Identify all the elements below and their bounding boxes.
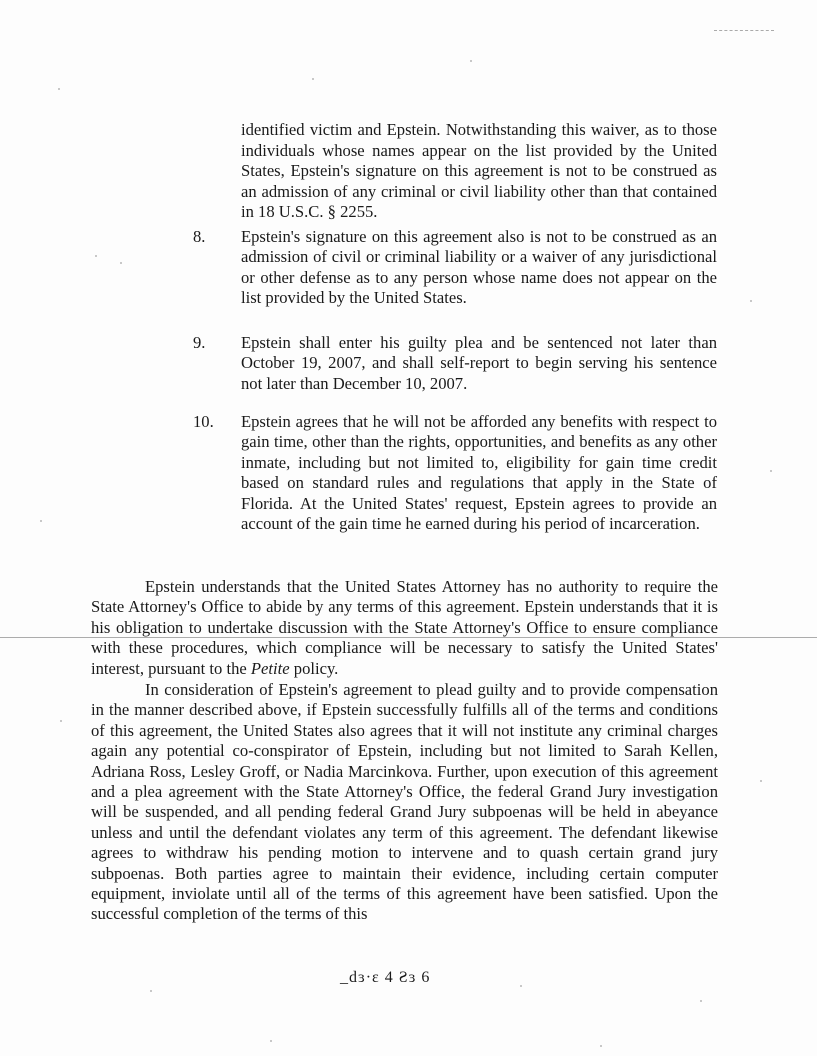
scan-speck: [120, 262, 122, 264]
paragraph-text: Epstein understands that the United States Attorney has no authority to require the State Attorney's Office to abide by any terms of this agreement. Epstein understands that it is his obligation to undertake discussion with the State Attorney's Office to ensure compliance with these procedures, which compliance will be necessary to satisfy the United States' interest, pursuant to the: [91, 577, 718, 678]
item-number: 10.: [193, 412, 214, 431]
petite-policy-term: Petite: [250, 658, 290, 678]
scan-speck: [600, 1045, 602, 1047]
paragraph-state-attorney: [91, 577, 718, 679]
scan-speck: [150, 990, 152, 992]
item-text: Epstein shall enter his guilty plea and be sentenced not later than October 19, 2007, and shall self-report to begin serving his sentence not later than December 10, 2007.: [241, 333, 717, 393]
scan-speck: [60, 720, 62, 722]
continued-paragraph: identified victim and Epstein. Notwithstanding this waiver, as to those individuals whose names appear on the list provided by the United States, Epstein's signature on this agreement is not to be construed as an admission of any criminal or civil liability other than that contained in 18 U.S.C. § 2255.: [241, 120, 717, 221]
page-footer-initials: _dɜ·ɛ 4 Ƨɜ 6: [340, 969, 431, 986]
paragraph-text-end: policy.: [289, 658, 339, 678]
scan-speck: [760, 780, 762, 782]
scan-speck: [470, 60, 472, 62]
item-text: Epstein agrees that he will not be afforded any benefits with respect to gain time, other than the rights, opportunities, and benefits as any other inmate, including but not limited to, eligibility for gain time credit based on standard rules and regulations that apply in the State of Florida. At the United States' request, Epstein agrees to provide an account of the gain time he earned during his period of incarceration.: [241, 412, 717, 534]
scan-speck: [95, 255, 97, 257]
scan-speck: [700, 1000, 702, 1002]
scan-artifact: [714, 30, 774, 32]
scan-speck: [770, 470, 772, 472]
scan-artifact-line: [0, 637, 817, 638]
scan-speck: [40, 520, 42, 522]
scan-speck: [58, 88, 60, 90]
item-text: Epstein's signature on this agreement also is not to be construed as an admission of civil or criminal liability or a waiver of any jurisdictional or other defense as to any person whose name does not appear on the list provided by the United States.: [241, 227, 717, 308]
paragraph-co-conspirators: In consideration of Epstein's agreement to plead guilty and to provide compensation in the manner described above, if Epstein successfully fulfills all of the terms and conditions of this agreement, the United States also agrees that it will not institute any criminal charges again any potential co-conspirator of Epstein, including but not limited to Sarah Kellen, Adriana Ross, Lesley Groff, or Nadia Marcinkova. Further, upon execution of this agreement and a plea agreement with the State Attorney's Office, the federal Grand Jury investigation will be suspended, and all pending federal Grand Jury subpoenas will be held in abeyance unless and until the defendant violates any term of this agreement. The defendant likewise agrees to withdraw his pending motion to intervene and to quash certain grand jury subpoenas. Both parties agree to maintain their evidence, including certain computer equipment, inviolate until all of the terms of this agreement have been satisfied. Upon the successful completion of the terms of this: [91, 680, 718, 924]
scan-speck: [270, 1040, 272, 1042]
scan-speck: [750, 300, 752, 302]
item-number: 8.: [193, 227, 206, 246]
scan-speck: [312, 78, 314, 80]
scan-speck: [520, 985, 522, 987]
item-number: 9.: [193, 333, 206, 352]
